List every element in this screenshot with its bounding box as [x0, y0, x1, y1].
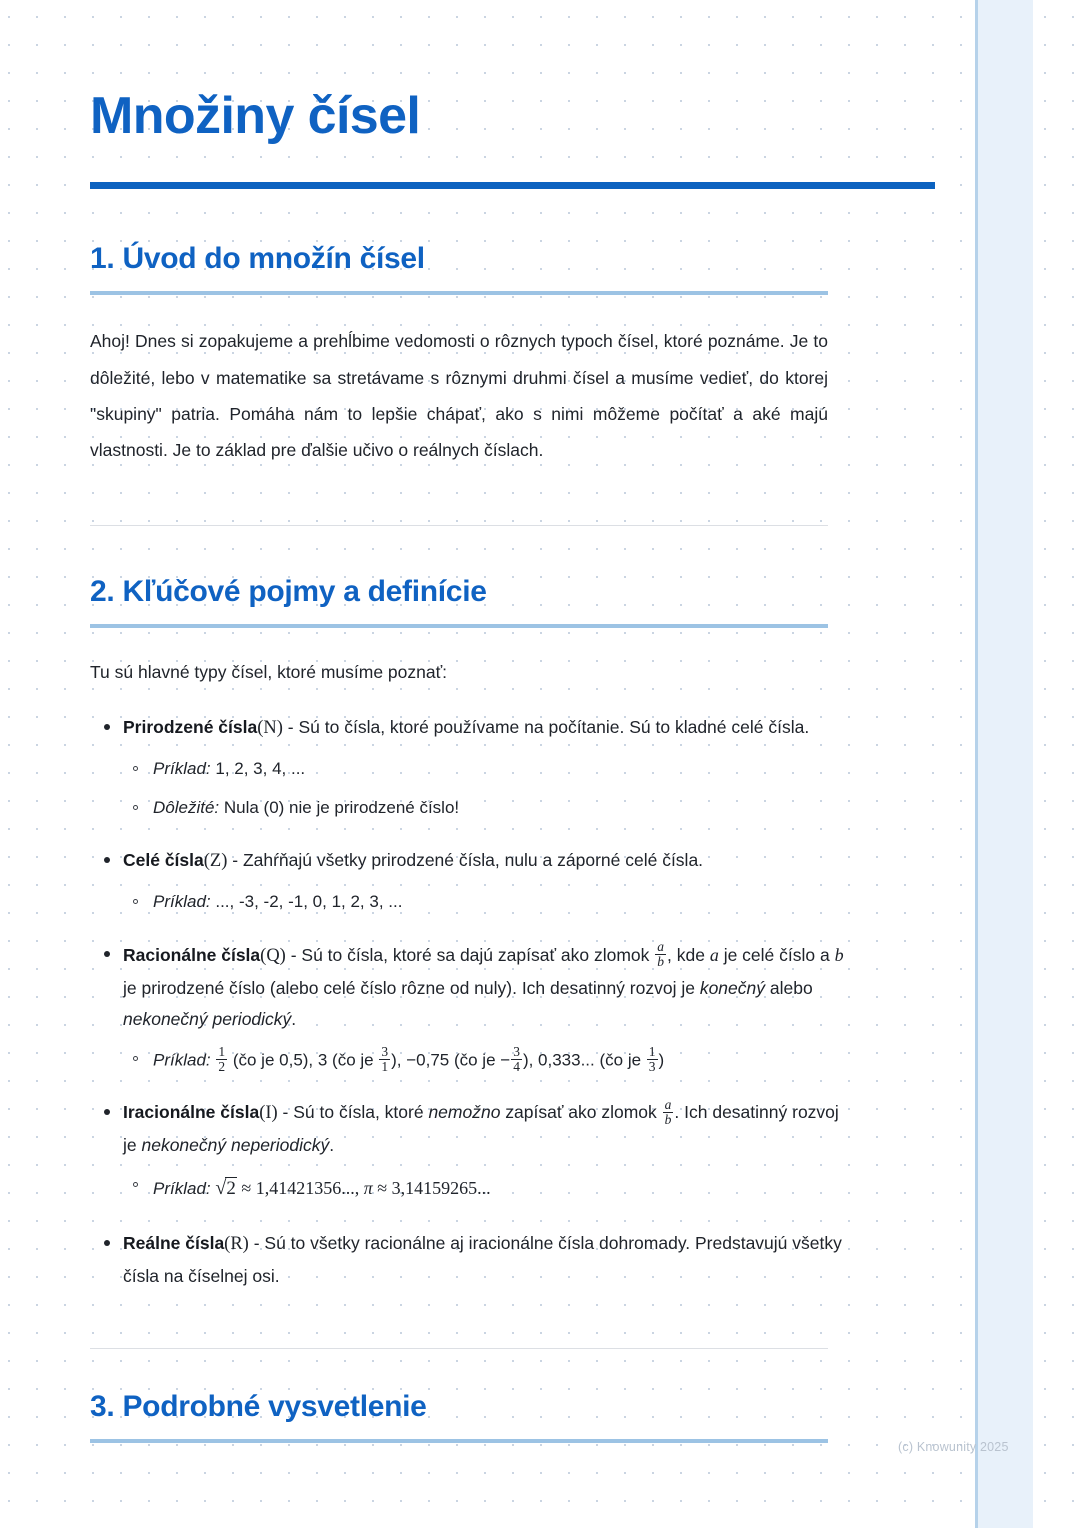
term-label: Iracionálne čísla [123, 1102, 260, 1123]
section-heading-2: 2. Kľúčové pojmy a definície [90, 574, 487, 608]
list-item [90, 1228, 850, 1292]
term-definition-part-1: Sú to čísla, ktoré [293, 1102, 429, 1123]
term-dash: - [285, 944, 302, 965]
emphasis-nekonecny-periodicky: nekonečný periodický [123, 1008, 292, 1029]
list-item [90, 939, 850, 1076]
sub-text: Nula (0) nie je prirodzené číslo! [219, 797, 460, 817]
math-variable-a: a [709, 944, 719, 965]
sub-list [123, 888, 850, 917]
document-content [90, 0, 940, 1443]
emphasis-nekonecny-neperiodicky: nekonečný neperiodický [141, 1135, 330, 1156]
intro-paragraph: Ahoj! Dnes si zopakujeme a prehĺbime vedomosti o rôznych typoch čísel, ktoré poznáme. Je to dôležité, lebo v matematike sa stretávame s rôznymi druhmi čísel a musíme vedieť, do ktorej "skupiny" patria. Pomáha nám to lepšie chápať, ako s nimi môžeme počítať a aké majú vlastnosti. Je to základ pre ďalšie učivo o reálnych číslach. [90, 331, 828, 461]
term-symbol: (N) [257, 718, 283, 739]
term-definition-part-2: , kde [667, 944, 710, 965]
term-definition: Sú to čísla, ktoré používame na počítanie. Sú to kladné celé čísla. [298, 717, 810, 738]
fraction-three-over-one: $\frac{3}{1}$ [381, 1043, 389, 1075]
term-definition: Sú to všetky racionálne aj iracionálne čísla dohromady. Predstavujú všetky čísla na číselnej osi. [123, 1232, 842, 1286]
term-label: Reálne čísla [123, 1232, 225, 1253]
term-symbol: (Z) [203, 850, 228, 871]
term-definition-part-1: Sú to čísla, ktoré sa dajú zapísať ako zlomok [301, 944, 655, 965]
term-definition-part-3: . Ich desatinný rozvoj je [123, 1102, 839, 1156]
term-label: Celé čísla [123, 849, 204, 870]
list-item [123, 1045, 850, 1076]
term-definition-part-6: . [291, 1008, 297, 1029]
spacer [211, 1051, 216, 1070]
right-margin-band [975, 0, 1033, 1528]
sub-label: Príklad: [153, 1050, 211, 1070]
example-text-1: (čo je 0,5), 3 (čo je [228, 1050, 379, 1070]
square-root-of-two: √2 [215, 1177, 236, 1200]
term-definition: Zahŕňajú všetky prirodzené čísla, nulu a záporné celé čísla. [242, 849, 704, 870]
list-item [123, 794, 850, 823]
section-heading-1: 1. Úvod do množín čísel [90, 242, 425, 276]
example-text-2: ), −0,75 (čo je − [391, 1050, 511, 1070]
fraction-a-over-b: $\frac{a}{b}$ [664, 1096, 672, 1128]
list-item [123, 888, 850, 917]
term-dash: - [277, 1102, 294, 1123]
math-variable-b: b [834, 944, 844, 965]
section-divider-1 [90, 525, 828, 526]
list-lead-in: Tu sú hlavné typy čísel, ktoré musíme poznať: [90, 661, 448, 682]
emphasis-konecny: konečný [699, 977, 766, 998]
section-2-rule [90, 624, 828, 628]
sub-text: 1, 2, 3, 4, ... [210, 759, 306, 779]
term-symbol: (Q) [260, 945, 286, 966]
section-1-rule [90, 291, 828, 295]
example-text-3: ), 0,333... (čo je [522, 1050, 646, 1070]
term-symbol: (R) [224, 1233, 249, 1254]
number-sets-list [90, 712, 850, 1292]
term-label: Prirodzené čísla [123, 717, 258, 738]
fraction-a-over-b: $\frac{a}{b}$ [657, 939, 665, 970]
sub-label: Príklad: [153, 891, 211, 911]
list-item [123, 1171, 850, 1205]
list-item [123, 755, 850, 784]
section-divider-2 [90, 1348, 828, 1349]
title-underline-rule [90, 182, 935, 189]
example-text-4: ) [658, 1050, 665, 1070]
term-dash: - [282, 717, 299, 738]
fraction-one-third: $\frac{1}{3}$ [648, 1043, 656, 1075]
sub-list [123, 1045, 850, 1076]
term-definition-part-5: alebo [765, 977, 813, 998]
sub-list [123, 755, 850, 823]
term-definition-part-3: je celé číslo a [718, 944, 835, 965]
copyright-watermark: (c) Knowunity 2025 [898, 1440, 1009, 1454]
sub-label: Príklad: [153, 759, 211, 779]
fraction-one-half: $\frac{1}{2}$ [218, 1043, 226, 1075]
term-definition-part-4: je prirodzené číslo (alebo celé číslo rôzne od nuly). Ich desatinný rozvoj je [123, 977, 700, 998]
sub-text: ..., -3, -2, -1, 0, 1, 2, 3, ... [210, 891, 403, 911]
list-item [90, 845, 850, 917]
fraction-three-over-four: $\frac{3}{4}$ [513, 1043, 520, 1075]
term-definition-part-4: . [329, 1135, 335, 1156]
example-text-1: ≈ 1,41421356..., [236, 1178, 364, 1199]
list-item [90, 1097, 850, 1205]
term-dash: - [248, 1232, 265, 1253]
term-symbol: (I) [259, 1103, 278, 1124]
pi-symbol: π [363, 1178, 373, 1199]
sub-label: Príklad: [153, 1179, 211, 1199]
term-definition-part-2: zapísať ako zlomok [500, 1102, 662, 1123]
example-text-2: ≈ 3,14159265... [372, 1178, 491, 1199]
sub-label: Dôležité: [153, 797, 220, 817]
section-heading-3: 3. Podrobné vysvetlenie [90, 1389, 427, 1423]
sub-list [123, 1171, 850, 1205]
page-title: Množiny čísel [90, 87, 421, 145]
term-label: Racionálne čísla [123, 944, 261, 965]
term-dash: - [227, 849, 243, 870]
emphasis-nemozno: nemožno [428, 1102, 501, 1123]
list-item [90, 712, 850, 823]
section-3-rule [90, 1439, 828, 1443]
